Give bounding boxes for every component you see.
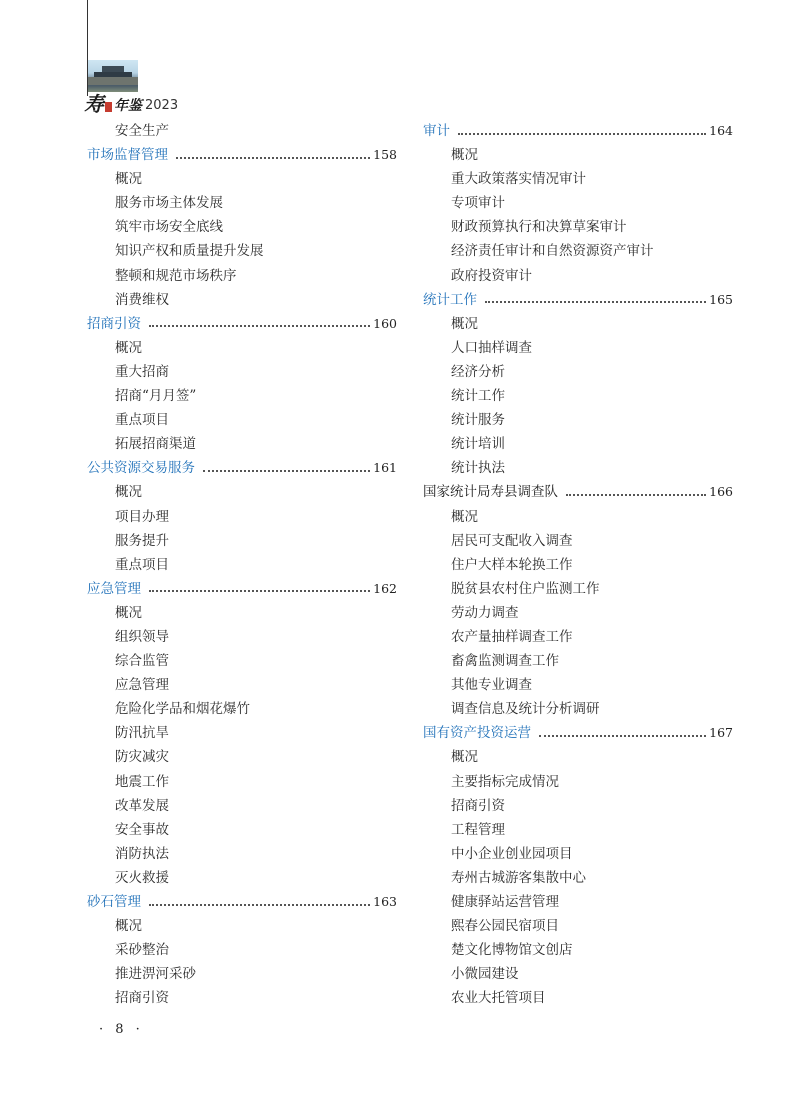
toc-right-column [423, 119, 733, 1010]
toc-subitem[interactable]: 寿州古城游客集散中心 [451, 869, 586, 886]
toc-subitem[interactable]: 人口抽样调查 [451, 339, 532, 356]
toc-subitem[interactable]: 概况 [115, 339, 142, 356]
toc-subitem[interactable]: 主要指标完成情况 [451, 773, 559, 790]
toc-subitem[interactable]: 拓展招商渠道 [115, 436, 196, 453]
toc-section-title: 国家统计局寿县调查队 [423, 484, 558, 501]
toc-subitem[interactable]: 健康驿站运营管理 [451, 894, 559, 910]
toc-leader-dots [485, 300, 706, 303]
toc-subitem[interactable]: 改革发展 [115, 797, 169, 814]
toc-subitem[interactable]: 脱贫县农村住户监测工作 [451, 580, 600, 597]
toc-subitem[interactable]: 其他专业调查 [451, 677, 532, 694]
toc-subitem[interactable]: 招商引资 [115, 990, 169, 1007]
toc-section-title: 公共资源交易服务 [87, 460, 195, 477]
toc-subitem[interactable]: 防汛抗旱 [115, 725, 169, 742]
toc-subitem[interactable]: 服务提升 [115, 532, 169, 549]
toc-subitem[interactable]: 危险化学品和烟花爆竹 [115, 701, 250, 718]
toc-section-title: 应急管理 [87, 580, 141, 597]
toc-page-number: 160 [373, 315, 397, 331]
toc-subitem[interactable]: 小微园建设 [451, 966, 519, 983]
toc-subitem[interactable]: 应急管理 [115, 677, 169, 694]
toc-subitem[interactable]: 重大政策落实情况审计 [451, 171, 586, 188]
toc-subitem[interactable]: 防灾减灾 [115, 749, 169, 766]
toc-subitem[interactable]: 组织领导 [115, 628, 169, 645]
toc-subitem[interactable]: 统计工作 [451, 388, 505, 405]
toc-subitem[interactable]: 招商“月月签” [115, 388, 197, 405]
toc-page-number: 166 [709, 484, 733, 500]
toc-subitem[interactable]: 劳动力调查 [451, 604, 519, 621]
toc-subitem[interactable]: 统计服务 [451, 412, 505, 429]
toc-subitem[interactable]: 概况 [115, 604, 142, 621]
toc-leader-dots [539, 734, 706, 737]
toc-section-entry[interactable] [87, 890, 397, 914]
toc-subitem[interactable]: 概况 [451, 147, 478, 164]
yearbook-logo-text: 年鉴 [114, 98, 142, 114]
toc-subitem[interactable]: 筑牢市场安全底线 [115, 219, 223, 236]
toc-page-number: 162 [373, 580, 397, 596]
toc-leader-dots [149, 903, 370, 906]
toc-subitem[interactable]: 安全事故 [115, 821, 169, 838]
toc-subitem[interactable]: 概况 [115, 484, 142, 501]
toc-subitem[interactable]: 概况 [115, 918, 142, 935]
toc-subitem[interactable]: 采砂整治 [115, 942, 169, 959]
toc-subitem[interactable]: 专项审计 [451, 195, 505, 212]
yearbook-year: 2023 [145, 98, 179, 113]
yearbook-title [84, 94, 178, 114]
toc-subitem[interactable]: 楚文化博物馆文创店 [451, 942, 573, 959]
yearbook-logo-char: 寿 [84, 92, 104, 116]
toc-subitem[interactable]: 畜禽监测调查工作 [451, 653, 559, 670]
toc-section-entry[interactable] [423, 721, 733, 745]
red-seal-icon [105, 102, 112, 112]
toc-subitem[interactable]: 综合监管 [115, 653, 169, 670]
toc-subitem[interactable]: 推进淠河采砂 [115, 966, 196, 983]
toc-left-column [87, 119, 397, 1010]
toc-section-title: 统计工作 [423, 291, 477, 308]
toc-subitem[interactable]: 消费维权 [115, 291, 169, 308]
toc-subitem[interactable]: 经济分析 [451, 363, 505, 380]
toc-section-title: 砂石管理 [87, 894, 141, 910]
toc-subitem[interactable]: 住户大样本轮换工作 [451, 556, 573, 573]
toc-subitem[interactable]: 统计培训 [451, 436, 505, 453]
toc-subitem[interactable]: 地震工作 [115, 773, 169, 790]
toc-subitem[interactable]: 经济责任审计和自然资源资产审计 [451, 243, 654, 260]
toc-subitem[interactable]: 概况 [115, 171, 142, 188]
toc-leader-dots [149, 589, 370, 592]
toc-subitem[interactable]: 项目办理 [115, 508, 169, 525]
toc-subitem[interactable]: 知识产权和质量提升发展 [115, 243, 264, 260]
toc-subitem[interactable]: 政府投资审计 [451, 267, 532, 284]
toc-leader-dots [149, 324, 370, 327]
toc-subitem[interactable]: 熙春公园民宿项目 [451, 918, 559, 935]
toc-section-title: 市场监督管理 [87, 147, 168, 164]
toc-subitem[interactable]: 整顿和规范市场秩序 [115, 267, 237, 284]
toc-page-number: 167 [709, 725, 733, 741]
toc-section-entry[interactable] [423, 480, 733, 504]
toc-section-entry[interactable] [87, 456, 397, 480]
toc-subitem[interactable]: 概况 [451, 749, 478, 766]
toc-subitem[interactable]: 农业大托管项目 [451, 990, 546, 1007]
toc-section-entry[interactable] [87, 577, 397, 601]
toc-leader-dots [176, 156, 370, 159]
toc-subitem[interactable]: 重大招商 [115, 363, 169, 380]
toc-section-entry[interactable] [423, 119, 733, 143]
toc-leader-dots [458, 132, 706, 135]
toc-subitem[interactable]: 工程管理 [451, 821, 505, 838]
toc-subitem[interactable]: 重点项目 [115, 412, 169, 429]
toc-subitem[interactable]: 服务市场主体发展 [115, 195, 223, 212]
toc-page-number: 164 [709, 123, 733, 138]
toc-subitem[interactable]: 重点项目 [115, 556, 169, 573]
header-city-gate-image [88, 60, 138, 92]
toc-subitem[interactable]: 概况 [451, 508, 478, 525]
toc-leader-dots [566, 493, 706, 496]
toc-subitem[interactable]: 概况 [451, 315, 478, 332]
toc-page-number: 158 [373, 147, 397, 163]
toc-subitem[interactable]: 居民可支配收入调查 [451, 532, 573, 549]
toc-subitem[interactable]: 统计执法 [451, 460, 505, 477]
toc-subitem[interactable]: 中小企业创业园项目 [451, 845, 573, 862]
toc-subitem[interactable]: 调查信息及统计分析调研 [451, 701, 600, 718]
toc-page-number: 163 [373, 894, 397, 909]
toc-section-title: 审计 [423, 123, 450, 139]
toc-page-number: 165 [709, 291, 733, 307]
toc-page-number: 161 [373, 460, 397, 476]
toc-subitem[interactable]: 消防执法 [115, 845, 169, 862]
toc-leader-dots [203, 469, 370, 472]
toc-subitem[interactable]: 安全生产 [115, 123, 169, 139]
toc-section-title: 招商引资 [87, 315, 141, 332]
toc-section-title: 国有资产投资运营 [423, 725, 531, 742]
toc-subitem[interactable]: 财政预算执行和决算草案审计 [451, 219, 627, 236]
toc-section-entry[interactable] [87, 312, 397, 336]
page-number: · 8 · [99, 1022, 144, 1037]
toc-subitem[interactable]: 农产量抽样调查工作 [451, 628, 573, 645]
toc-subitem[interactable]: 灭火救援 [115, 869, 169, 886]
toc-subitem[interactable]: 招商引资 [451, 797, 505, 814]
toc-section-entry[interactable] [423, 288, 733, 312]
toc-section-entry[interactable] [87, 143, 397, 167]
